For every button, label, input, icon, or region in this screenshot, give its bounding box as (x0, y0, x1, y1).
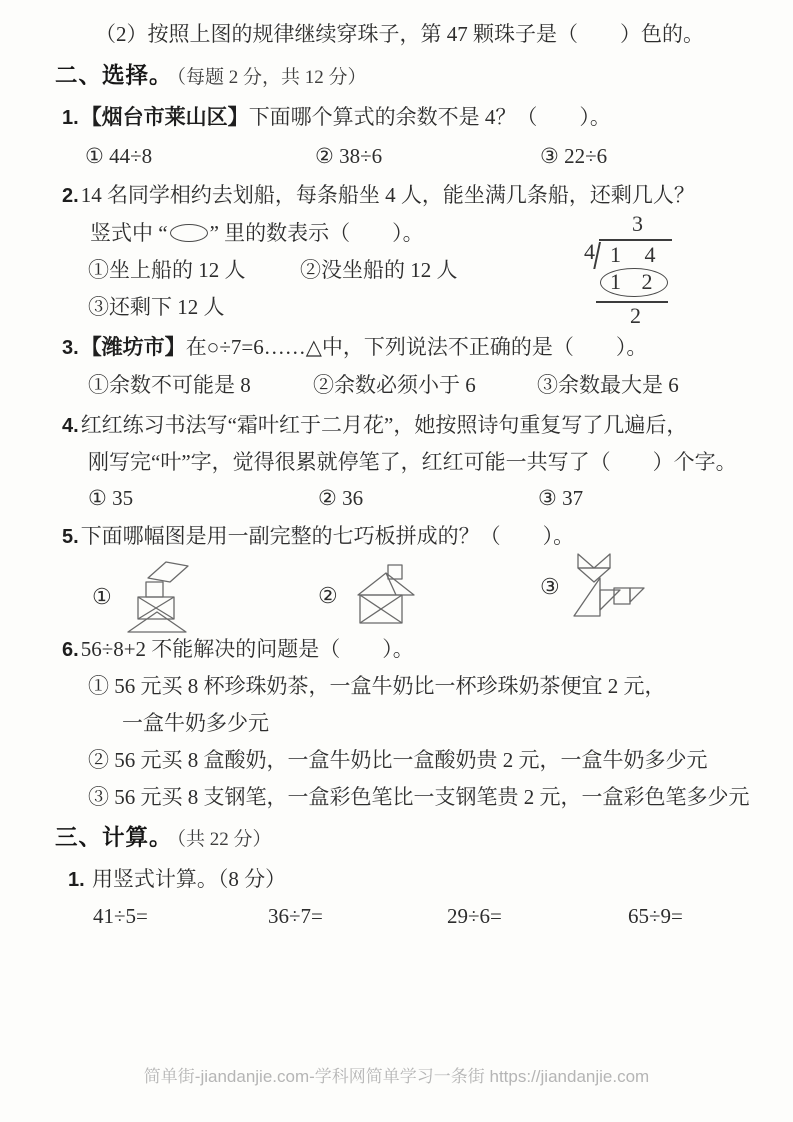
question-1-region-tag: 【烟台市莱山区】 (80, 105, 249, 129)
tangram-fox-figure (568, 552, 654, 622)
calc-subquestion-1-number: 1. (68, 869, 85, 891)
tangram-option-1 (92, 560, 198, 634)
tangram-option-1-label: ① (92, 584, 112, 609)
question-4-option-2: ② 36 (318, 486, 364, 510)
question-2 (62, 182, 695, 209)
question-5-text: 下面哪幅图是用一副完整的七巧板拼成的？（ ）。 (80, 524, 575, 548)
question-4-option-3: ③ 37 (538, 486, 584, 510)
division-product-circled: 1 2 (600, 268, 668, 297)
division-bracket (599, 239, 672, 269)
long-division-diagram (584, 211, 684, 328)
question-2-option-1: ①坐上船的 12 人 (88, 258, 246, 282)
section-choice-title: 二、选择。 (55, 63, 173, 88)
question-6-option-1-line2: 一盒牛奶多少元 (122, 711, 269, 735)
question-6-option-2: ② 56 元买 8 盒酸奶，一盒牛奶比一盒酸奶贵 2 元，一盒牛奶多少元 (88, 748, 708, 772)
calc-problem-3: 29÷6= (447, 904, 502, 928)
question-1-option-2: ② 38÷6 (315, 144, 383, 168)
division-remainder: 2 (630, 303, 641, 328)
intro-question-line: （2）按照上图的规律继续穿珠子，第 47 颗珠子是（ ）色的。 (95, 22, 704, 46)
question-1-number: 1. (62, 107, 79, 129)
section-calc-score-note: （共 22 分） (176, 829, 272, 850)
division-quotient: 3 (632, 211, 643, 236)
division-dividend: 1 4 (610, 242, 662, 267)
question-5-number: 5. (62, 526, 79, 548)
question-3-option-3: ③余数最大是 6 (537, 373, 679, 397)
oval-placeholder-shape (170, 224, 208, 242)
question-6-text: 56÷8+2 不能解决的问题是（ ）。 (80, 637, 414, 661)
question-2-option-2: ②没坐船的 12 人 (300, 258, 458, 282)
question-2-text-line1: 14 名同学相约去划船，每条船坐 4 人，能坐满几条船，还剩几人？ (80, 183, 695, 207)
section-choice-score-note: （每题 2 分，共 12 分） (176, 67, 367, 88)
question-1-option-3: ③ 22÷6 (540, 144, 608, 168)
tangram-option-2-label: ② (318, 583, 338, 608)
question-3-option-1: ①余数不可能是 8 (88, 373, 251, 397)
section-calc-heading (55, 824, 272, 852)
calc-problem-2: 36÷7= (268, 904, 323, 928)
question-1-text: 下面哪个算式的余数不是 4？（ ）。 (248, 105, 611, 129)
question-4-text-line2: 刚写完“叶”字，觉得很累就停笔了，红红可能一共写了（ ）个字。 (88, 450, 737, 474)
question-6-number: 6. (62, 639, 79, 661)
section-calc-title: 三、计算。 (55, 825, 173, 850)
question-4-text-line1: 红红练习书法写“霜叶红于二月花”，她按照诗句重复写了几遍后， (80, 413, 688, 437)
question-2-option-3: ③还剩下 12 人 (88, 295, 225, 319)
question-3-text: 在○÷7=6……△中，下列说法不正确的是（ ）。 (185, 335, 648, 359)
question-4 (62, 412, 687, 439)
question-6-option-3: ③ 56 元买 8 支钢笔，一盒彩色笔比一支钢笔贵 2 元，一盒彩色笔多少元 (88, 785, 750, 809)
question-3 (62, 334, 647, 361)
division-divisor: 4 (584, 239, 595, 264)
tangram-option-3 (540, 552, 654, 622)
calc-problem-4: 65÷9= (628, 904, 683, 928)
question-4-option-1: ① 35 (88, 486, 134, 510)
division-dividend-row (584, 239, 672, 269)
question-2-text-line2 (90, 220, 424, 246)
question-2-line2-prefix: 竖式中 “ (90, 221, 168, 245)
question-1 (62, 104, 611, 131)
question-3-option-2: ②余数必须小于 6 (313, 373, 476, 397)
question-2-number: 2. (62, 185, 79, 207)
calc-problem-1: 41÷5= (93, 904, 148, 928)
question-4-number: 4. (62, 415, 79, 437)
tangram-option-3-label: ③ (540, 574, 560, 599)
tangram-lamp-figure (120, 560, 198, 634)
question-3-number: 3. (62, 337, 79, 359)
question-6 (62, 636, 414, 663)
question-1-option-1: ① 44÷8 (85, 144, 153, 168)
tangram-house-figure (346, 563, 426, 629)
section-choice-heading (55, 62, 367, 90)
calc-subquestion-1 (68, 866, 286, 893)
question-3-region-tag: 【潍坊市】 (80, 335, 186, 359)
footer-watermark: 简单街-jiandanjie.com-学科网简单学习一条街 https://jiandanjie.com (143, 1067, 650, 1086)
question-6-option-1-line1: ① 56 元买 8 杯珍珠奶茶，一盒牛奶比一杯珍珠奶茶便宜 2 元， (88, 674, 666, 698)
question-5 (62, 523, 574, 550)
calc-subquestion-1-text: 用竖式计算。（8 分） (91, 867, 287, 891)
tangram-option-2 (318, 563, 426, 629)
question-2-line2-suffix: ” 里的数表示（ ）。 (209, 221, 424, 245)
